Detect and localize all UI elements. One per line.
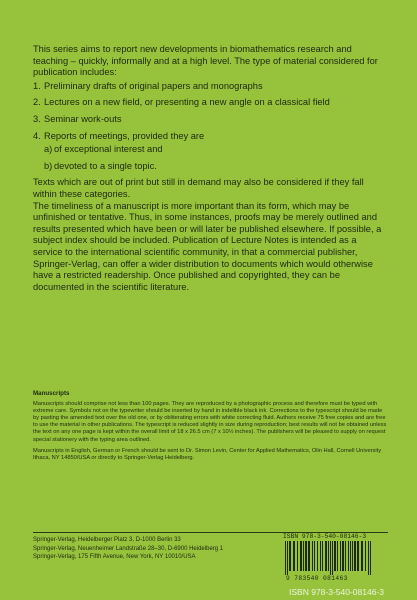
barcode-bar — [340, 541, 341, 571]
address-line: Springer-Verlag, 175 Fifth Avenue, New York, NY 10010/USA — [33, 554, 196, 560]
barcode-bar — [289, 541, 291, 571]
barcode-bar — [308, 541, 310, 571]
manuscripts-paragraph: Manuscripts in English, German or French should be sent to Dr. Simon Levin, Center for Applied Mathematics, Olin Hall, Cornell University Ithaca, NY 14850/USA or directly to Springer-Verlag Heidelberg. — [33, 447, 382, 461]
barcode-bar — [342, 541, 344, 571]
manuscripts-section — [33, 390, 388, 466]
barcode-bar — [332, 541, 333, 575]
barcode-number: 9 783540 081463 — [286, 575, 348, 582]
list-item: 4. Reports of meetings, provided they are a) of exceptional interest and b) devoted to a single topic. — [33, 131, 388, 173]
intro-paragraph: This series aims to report new developments in biomathematics research and teaching – quickly, informally and at a high level. The type of material considered for publication includes: — [33, 44, 378, 78]
barcode-bar — [328, 541, 329, 571]
barcode-bar — [320, 541, 321, 571]
barcode-bar — [317, 541, 318, 571]
barcode-bar — [285, 541, 286, 575]
isbn-barcode-label: ISBN 978-3-540-08146-3 — [283, 533, 367, 540]
address-line: Springer-Verlag, Heidelberger Platz 3, D-1000 Berlin 33 — [33, 537, 181, 543]
barcode-bar — [314, 541, 315, 571]
list-item: 1. Preliminary drafts of original papers and monographs — [33, 80, 263, 91]
publisher-addresses — [33, 536, 273, 562]
barcode-bar — [354, 541, 356, 571]
barcode-bar — [305, 541, 307, 571]
material-list — [33, 81, 388, 173]
barcode-bar — [297, 541, 298, 571]
barcode-bar — [293, 541, 295, 571]
barcode-bar — [330, 541, 331, 575]
list-item: 2. Lectures on a new field, or presenting a new angle on a classical field — [33, 97, 330, 108]
list-item: 3. Seminar work-outs — [33, 113, 122, 124]
barcode-bar — [350, 541, 351, 571]
isbn-text: ISBN 978-3-540-08146-3 — [289, 587, 384, 597]
sub-list-item: b) devoted to a single topic. — [44, 160, 157, 171]
barcode-bar — [370, 541, 371, 575]
address-line: Springer-Verlag, Neuenheimer Landstraße 28–30, D-6900 Heidelberg 1 — [33, 545, 224, 552]
barcode-bar — [322, 541, 323, 571]
barcode-bar — [334, 541, 336, 571]
barcode-bar — [337, 541, 338, 571]
barcode-bar — [361, 541, 363, 571]
barcode-bar — [312, 541, 313, 571]
sub-list — [44, 144, 388, 172]
series-description — [33, 44, 388, 293]
sub-list-item: a) of exceptional interest and — [44, 144, 163, 155]
barcode-bar — [352, 541, 353, 571]
barcode-bars — [283, 541, 388, 575]
barcode-bar — [287, 541, 288, 575]
barcode-bar — [365, 541, 366, 571]
barcode-bar — [357, 541, 359, 571]
barcode-bar — [325, 541, 327, 571]
barcode-bar — [303, 541, 304, 571]
timeliness-paragraph: The timeliness of a manuscript is more important than its form, which may be unfinished or tentative. Thus, in some instances, proofs may be merely outlined and results presented which have been or will later be published elsewhere. If possible, a subject index should be included. Publication of Lecture Notes is intended as a service to the international scientific community, in that a commercial publisher, Springer-Verlag, can offer a wider distribution to documents which would otherwise have a restricted readership. Once published and copyrighted, they can be documented in the scientific literature. — [33, 200, 382, 292]
barcode-bar — [300, 541, 302, 571]
barcode-bar — [348, 541, 349, 571]
barcode-bar — [368, 541, 369, 575]
out-of-print-paragraph: Texts which are out of print but still in demand may also be considered if they fall within these categories. — [33, 177, 364, 199]
barcode-bar — [345, 541, 346, 571]
manuscripts-heading: Manuscripts — [33, 390, 70, 397]
manuscripts-paragraph: Manuscripts should comprise not less than 100 pages. They are reproduced by a photographic process and therefore must be typed with extreme care. Symbols not on the typewriter should be inserted by hand in indelible black ink. Corrections to the typescript should be made by pasting the amended text over the old one, or by obliterating errors with white correcting fluid. Authors receive 75 free copies and are free to use the material in other publications. The typescript is reduced slightly in size during reproduction; best results will not be obtained unless the text on any one page is kept within the overall limit of 18 x 26.5 cm (7 x 10½ inches). The publishers will be pleased to supply on request special stationery with the typing area outlined. — [33, 401, 387, 443]
